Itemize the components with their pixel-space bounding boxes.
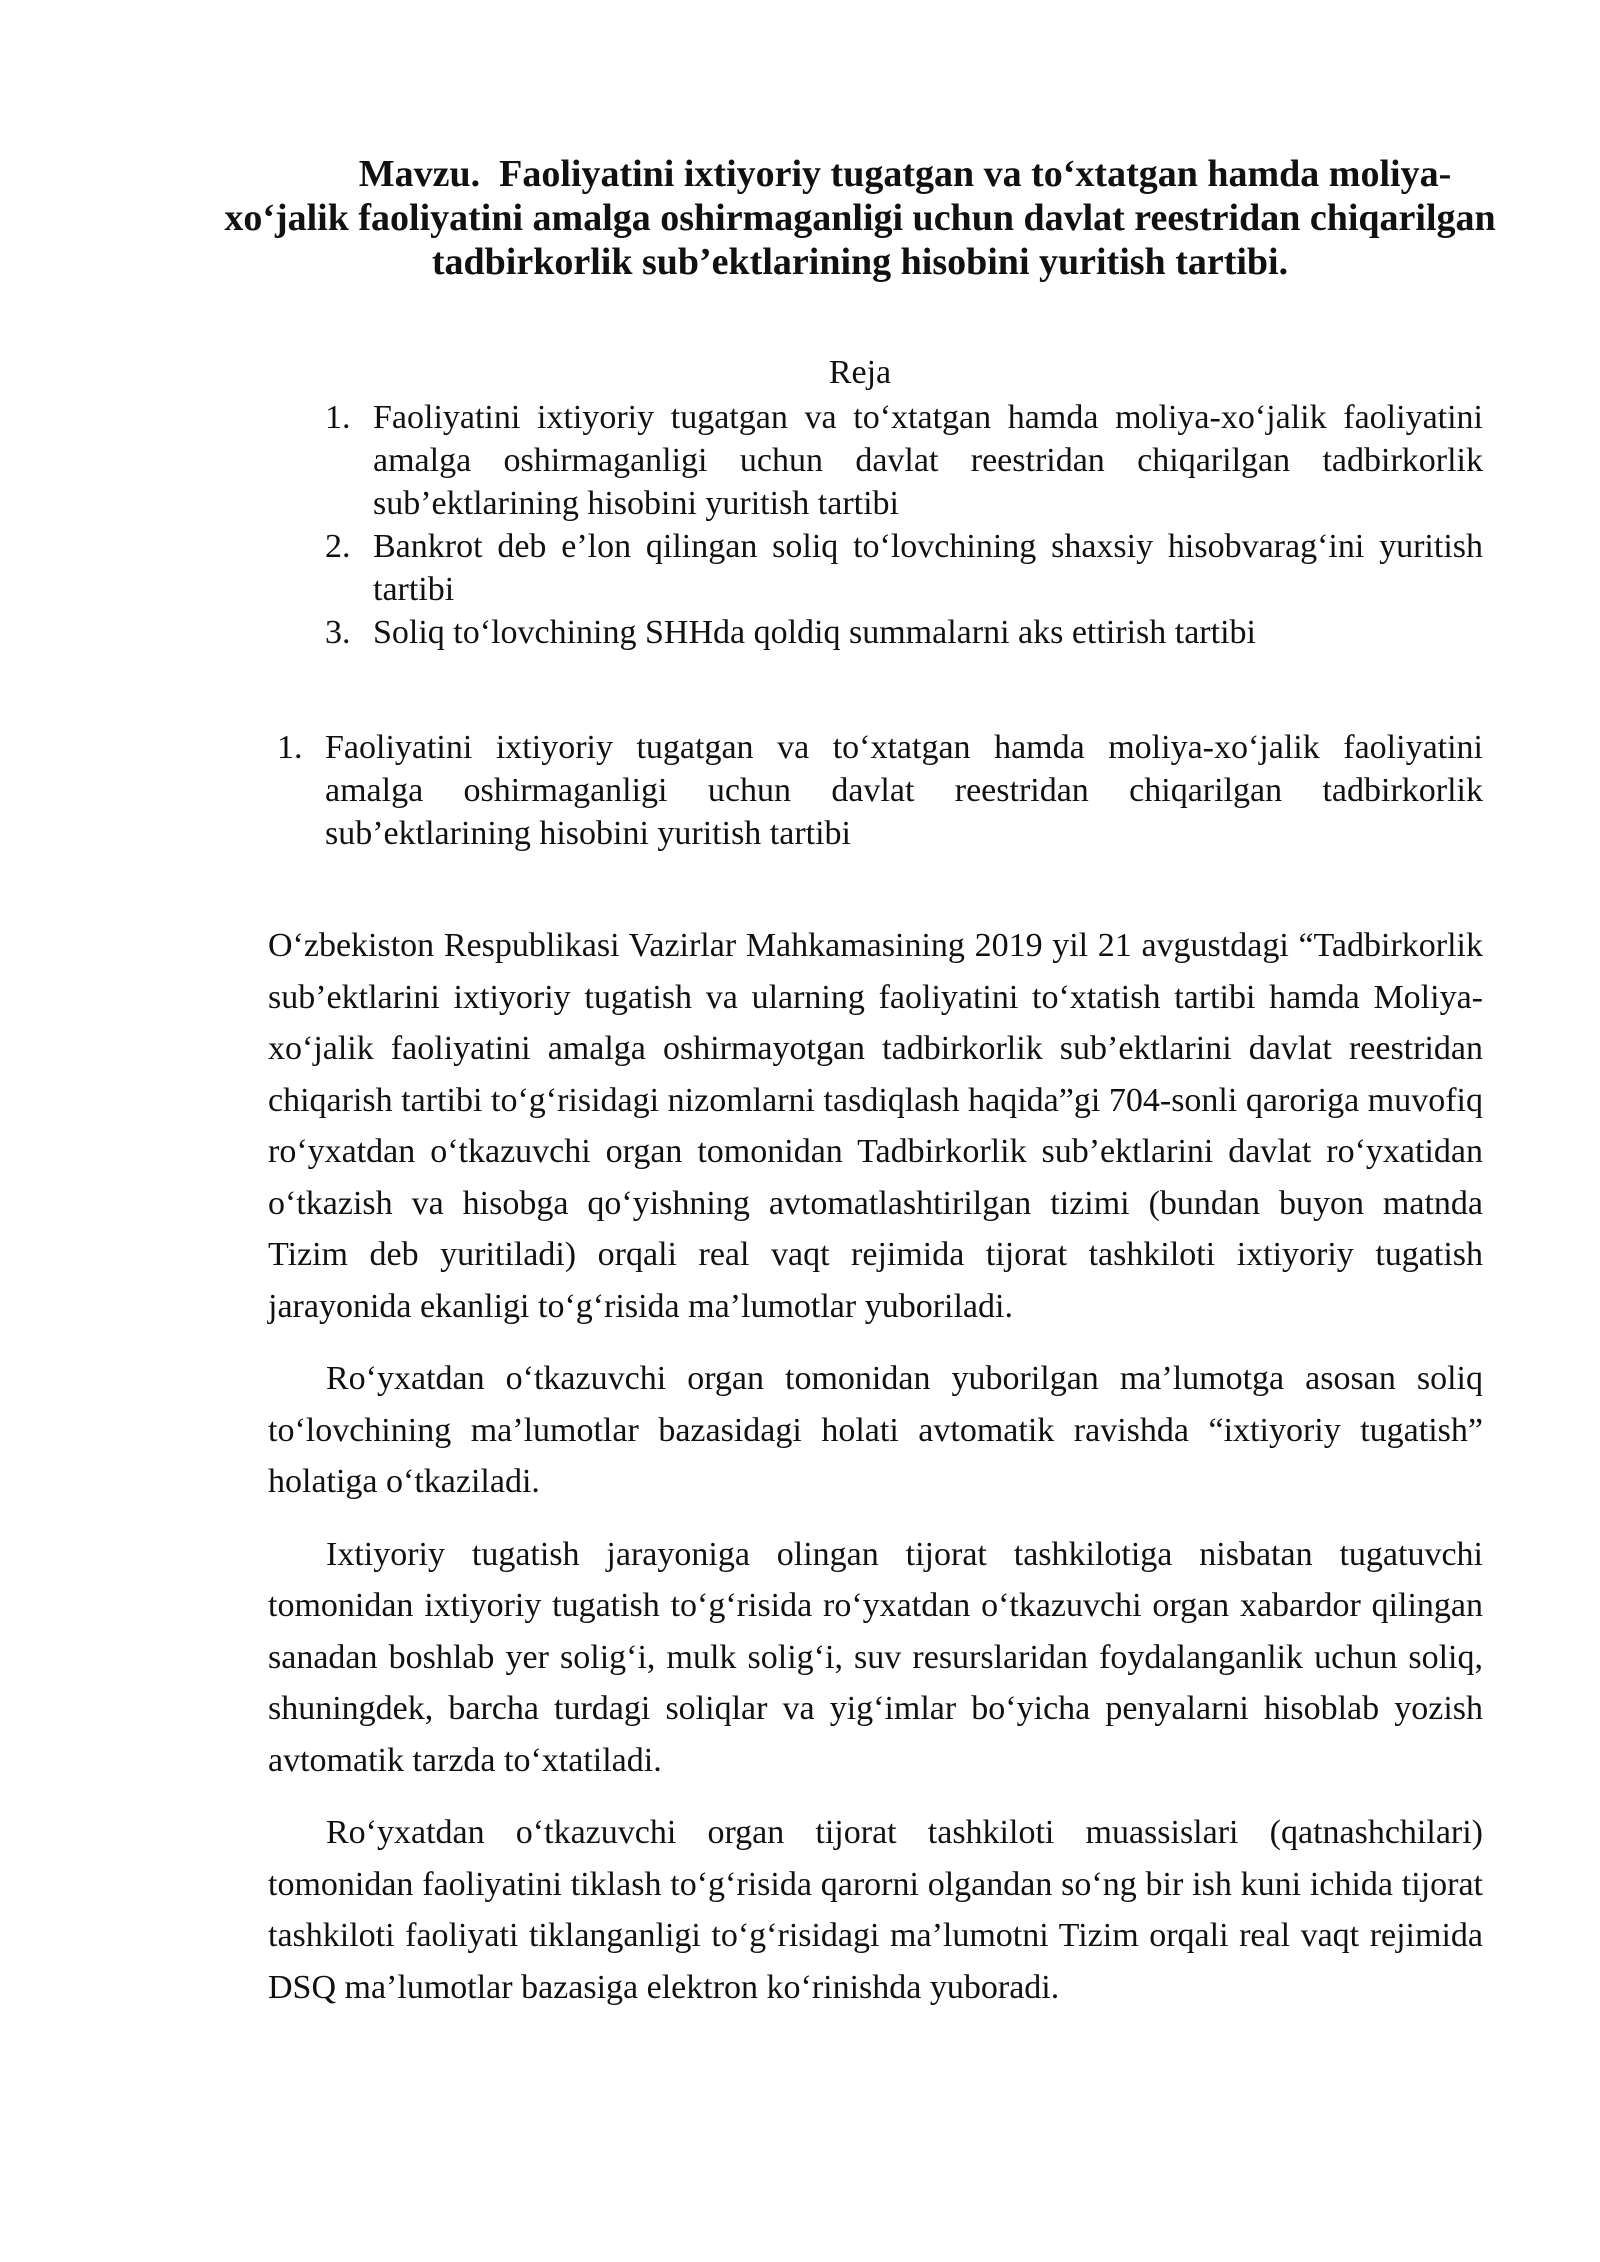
body-text xyxy=(268,920,1483,2034)
plan-item-text: Bankrot deb e’lon qilingan soliq to‘lovchining shaxsiy hisobvarag‘ini yuritish tartibi xyxy=(373,528,1483,608)
plan-list xyxy=(0,396,1600,654)
plan-item-number: 3. xyxy=(325,614,351,651)
plan-item-text: Faoliyatini ixtiyoriy tugatgan va to‘xtatgan hamda moliya-xo‘jalik faoliyatini amalga oshirmaganligi uchun davlat reestridan chiqarilgan tadbirkorlik sub’ektlarining hisobini yuritish tartibi xyxy=(373,399,1483,522)
plan-heading: Reja xyxy=(828,354,892,391)
title-prefix: Mavzu. xyxy=(358,153,481,195)
section-heading xyxy=(277,726,1483,855)
plan-item-number: 1. xyxy=(325,399,351,436)
plan-item-text: Soliq to‘lovchining SHHda qoldiq summalarni aks ettirish tartibi xyxy=(373,614,1256,651)
plan-item xyxy=(325,611,1483,654)
body-paragraph: Ixtiyoriy tugatish jarayoniga olingan tijorat tashkilotiga nisbatan tugatuvchi tomonidan ixtiyoriy tugatish to‘g‘risida ro‘yxatdan o‘tkazuvchi organ xabardor qilingan sanadan boshlab yer solig‘i, mulk solig‘i, suv resurslaridan foydalanganlik uchun soliq, shuningdek, barcha turdagi soliqlar va yig‘imlar bo‘yicha penyalarni hisoblab yozish avtomatik tarzda to‘xtatiladi. xyxy=(268,1535,1483,1779)
plan-item xyxy=(325,396,1483,525)
body-paragraph: Ro‘yxatdan o‘tkazuvchi organ tomonidan yuborilgan ma’lumotga asosan soliq to‘lovchining ma’lumotlar bazasidagi holati avtomatik ravishda “ixtiyoriy tugatish” holatiga o‘tkaziladi. xyxy=(268,1360,1483,1500)
title-text: Faoliyatini ixtiyoriy tugatgan va to‘xtatgan hamda moliya-xo‘jalik faoliyatini amalga oshirmaganligi uchun davlat reestridan chiqarilgan tadbirkorlik sub’ektlarining hisobini yuritish tartibi. xyxy=(224,153,1496,283)
body-paragraph: O‘zbekiston Respublikasi Vazirlar Mahkamasining 2019 yil 21 avgustdagi “Tadbirkorlik sub’ektlarini ixtiyoriy tugatish va ularning faoliyatini to‘xtatish tartibi hamda Moliya-xo‘jalik faoliyatini amalga oshirmayotgan tadbirkorlik sub’ektlarini davlat reestridan chiqarish tartibi to‘g‘risidagi nizomlarni tasdiqlash haqida”gi 704-sonli qaroriga muvofiq ro‘yxatdan o‘tkazuvchi organ tomonidan Tadbirkorlik sub’ektlarini davlat ro‘yxatidan o‘tkazish va hisobga qo‘yishning avtomatlashtirilgan tizimi (bundan buyon matnda Tizim deb yuritiladi) orqali real vaqt rejimida tijorat tashkiloti ixtiyoriy tugatish jarayonida ekanligi to‘g‘risida ma’lumotlar yuboriladi. xyxy=(268,927,1483,1325)
plan-item-number: 2. xyxy=(325,528,351,565)
document-title xyxy=(220,152,1500,284)
section-number: 1. xyxy=(277,729,303,766)
body-paragraph: Ro‘yxatdan o‘tkazuvchi organ tijorat tashkiloti muassislari (qatnashchilari) tomonidan faoliyatini tiklash to‘g‘risida qarorni olgandan so‘ng bir ish kuni ichida tijorat tashkiloti faoliyati tiklanganligi to‘g‘risidagi ma’lumotni Tizim orqali real vaqt rejimida DSQ ma’lumotlar bazasiga elektron ko‘rinishda yuboradi. xyxy=(268,1814,1483,2006)
plan-item xyxy=(325,525,1483,611)
section-heading-text: Faoliyatini ixtiyoriy tugatgan va to‘xtatgan hamda moliya-xo‘jalik faoliyatini amalga oshirmaganligi uchun davlat reestridan chiqarilgan tadbirkorlik sub’ektlarining hisobini yuritish tartibi xyxy=(325,729,1483,852)
